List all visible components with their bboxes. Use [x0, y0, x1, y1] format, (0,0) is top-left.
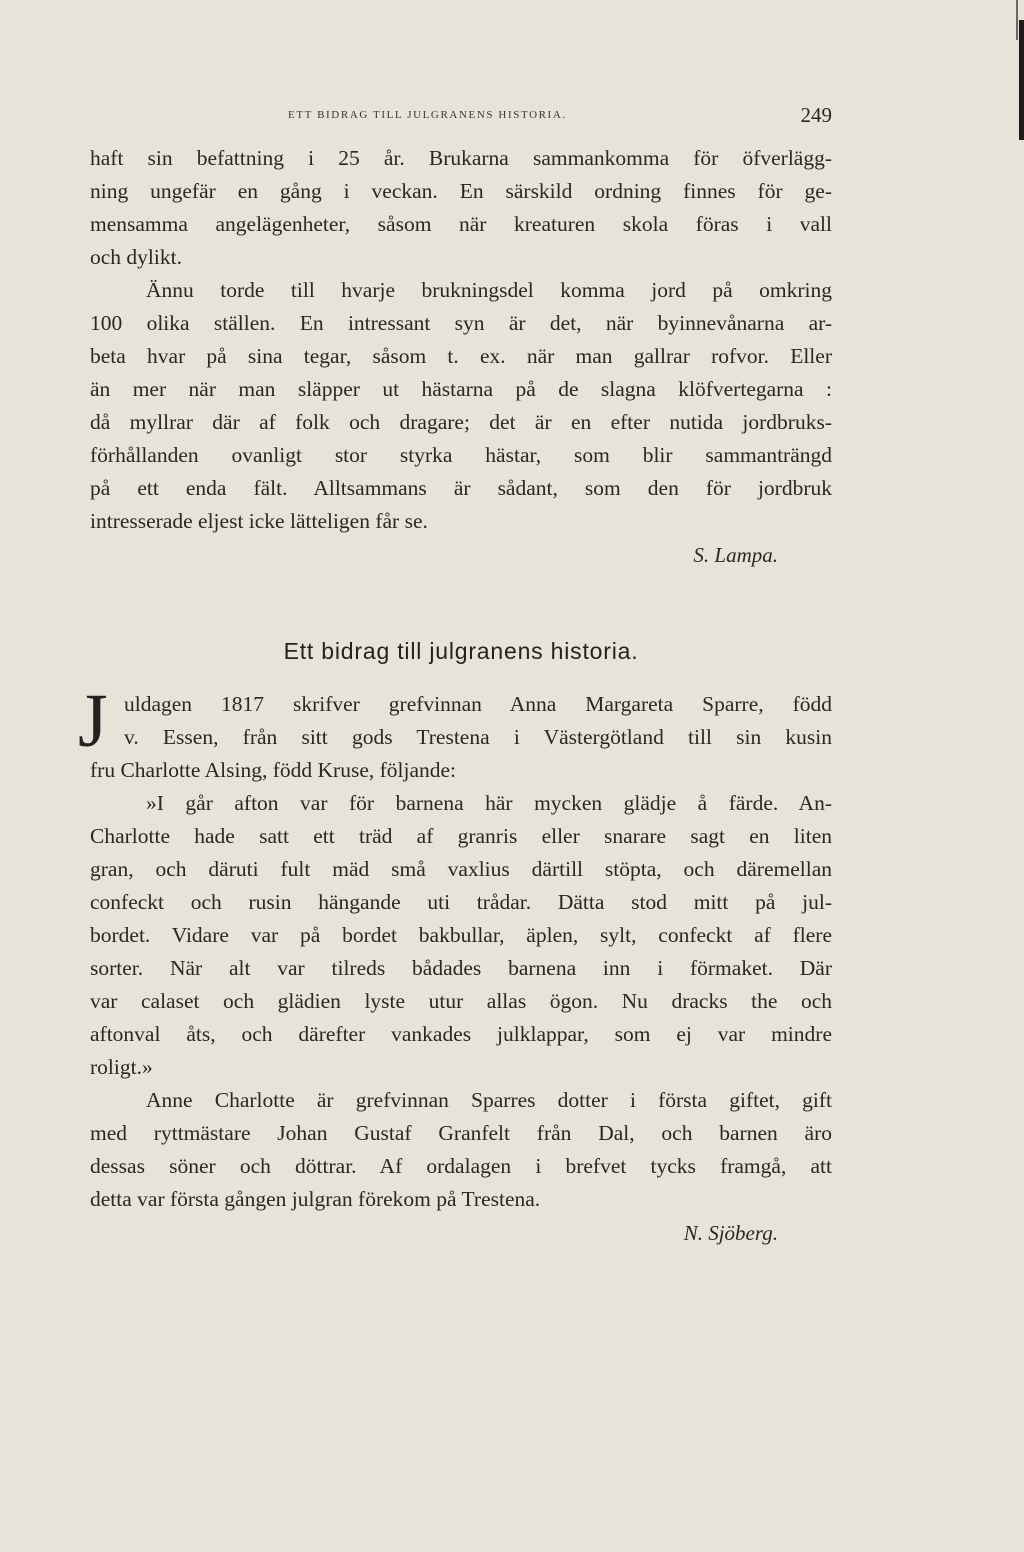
article-lampa-text	[90, 142, 832, 572]
text-line: ning ungefär en gång i veckan. En särskild ordning finnes för ge-	[90, 179, 832, 203]
drop-cap: J	[78, 679, 108, 763]
running-head	[90, 103, 832, 133]
text-line: på ett enda fält. Alltsammans är sådant, som den för jordbruk	[90, 476, 832, 500]
text-line: gran, och däruti fult mäd små vaxlius därtill stöpta, och däremellan	[90, 857, 832, 881]
text-line: förhållanden ovanligt stor styrka hästar, som blir sammanträngd	[90, 443, 832, 467]
text-line: »I går afton var för barnena här mycken glädje å färde. An-	[146, 791, 832, 815]
text-line: v. Essen, från sitt gods Trestena i Västergötland till sin kusin	[124, 725, 832, 749]
page-edge-line	[1016, 0, 1018, 40]
text-line: intresserade eljest icke lätteligen får se.	[90, 509, 428, 533]
text-line: var calaset och glädien lyste utur allas ögon. Nu dracks the och	[90, 989, 832, 1013]
text-line: med ryttmästare Johan Gustaf Granfelt från Dal, och barnen äro	[90, 1121, 832, 1145]
text-line: fru Charlotte Alsing, född Kruse, följande:	[90, 758, 457, 782]
text-line: mensamma angelägenheter, såsom när kreaturen skola föras i vall	[90, 212, 832, 236]
text-line: beta hvar på sina tegar, såsom t. ex. när man gallrar rofvor. Eller	[90, 344, 832, 368]
page-edge-shadow	[1019, 20, 1024, 140]
text-line: confeckt och rusin hängande uti trådar. Dätta stod mitt på jul-	[90, 890, 832, 914]
text-line: 100 olika ställen. En intressant syn är det, när byinnevånarna ar-	[90, 311, 832, 335]
text-line: haft sin befattning i 25 år. Brukarna sammankomma för öfverlägg-	[90, 146, 832, 170]
text-line: då myllrar där af folk och dragare; det är en efter nutida jordbruks-	[90, 410, 832, 434]
text-line: detta var första gången julgran förekom på Trestena.	[90, 1187, 541, 1211]
text-line: uldagen 1817 skrifver grefvinnan Anna Margareta Sparre, född	[124, 692, 832, 716]
text-line: roligt.»	[90, 1055, 153, 1079]
article-sjoberg-text	[90, 688, 832, 1250]
text-line: än mer när man släpper ut hästarna på de slagna klöfvertegarna :	[90, 377, 832, 401]
signature-sjoberg: N. Sjöberg.	[683, 1221, 778, 1245]
text-line: dessas söner och döttrar. Af ordalagen i brefvet tycks framgå, att	[90, 1154, 832, 1178]
text-line: Anne Charlotte är grefvinnan Sparres dotter i första giftet, gift	[146, 1088, 832, 1112]
text-line: sorter. När alt var tilreds bådades barnena inn i förmaket. Där	[90, 956, 832, 980]
text-line: aftonval åts, och därefter vankades julklappar, som ej var mindre	[90, 1022, 832, 1046]
text-line: Charlotte hade satt ett träd af granris eller snarare sagt en liten	[90, 824, 832, 848]
text-line: Ännu torde till hvarje brukningsdel komma jord på omkring	[146, 278, 832, 302]
signature-lampa: S. Lampa.	[693, 543, 778, 567]
page-number: 249	[800, 103, 832, 127]
text-line: bordet. Vidare var på bordet bakbullar, äplen, sylt, confeckt af flere	[90, 923, 832, 947]
running-title: ETT BIDRAG TILL JULGRANENS HISTORIA.	[288, 109, 567, 121]
article-heading: Ett bidrag till julgranens historia.	[283, 638, 639, 664]
text-line: och dylikt.	[90, 245, 182, 269]
